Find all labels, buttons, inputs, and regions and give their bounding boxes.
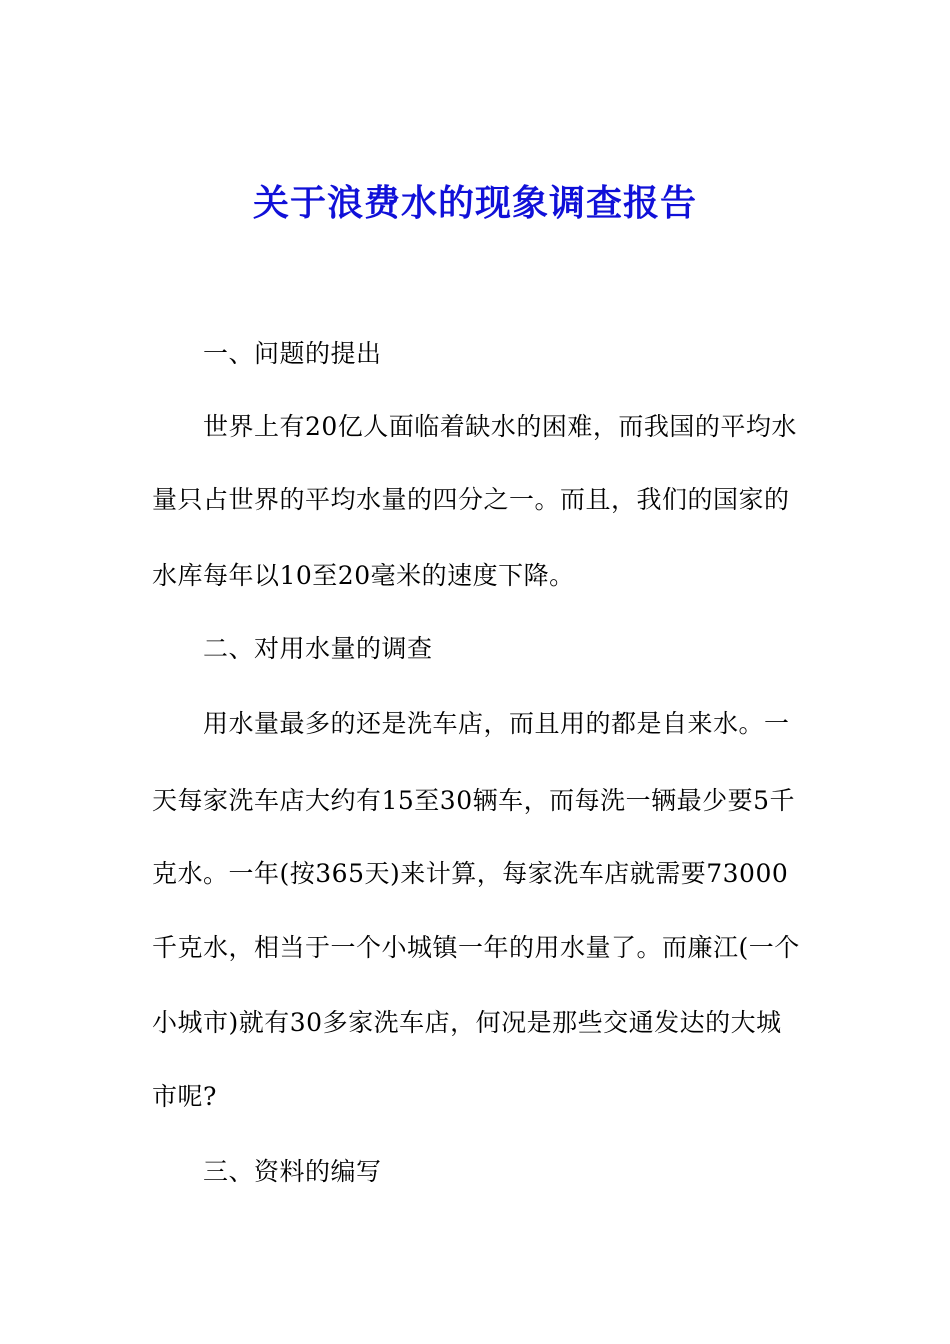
paragraph-1-line-1: 世界上有20亿人面临着缺水的困难，而我国的平均水 [203,412,797,441]
paragraph-1-line-2: 量只占世界的平均水量的四分之一。而且，我们的国家的 [152,485,790,514]
section-heading-3: 三、资料的编写 [203,1157,382,1186]
paragraph-2-line-1: 用水量最多的还是洗车店，而且用的都是自来水。一 [203,709,790,738]
paragraph-2-line-2: 天每家洗车店大约有15至30辆车，而每洗一辆最少要5千 [152,786,796,815]
paragraph-2-line-6: 市呢? [152,1082,217,1111]
document-title: 关于浪费水的现象调查报告 [252,182,697,224]
section-heading-2: 二、对用水量的调查 [203,634,433,663]
section-heading-1: 一、问题的提出 [203,339,382,368]
paragraph-2-line-5: 小城市)就有30多家洗车店，何况是那些交通发达的大城 [152,1008,782,1037]
paragraph-2-line-4: 千克水，相当于一个小城镇一年的用水量了。而廉江(一个 [152,933,800,962]
paragraph-1-line-3: 水库每年以10至20毫米的速度下降。 [152,561,575,590]
paragraph-2-line-3: 克水。一年(按365天)来计算，每家洗车店就需要73000 [152,859,789,888]
